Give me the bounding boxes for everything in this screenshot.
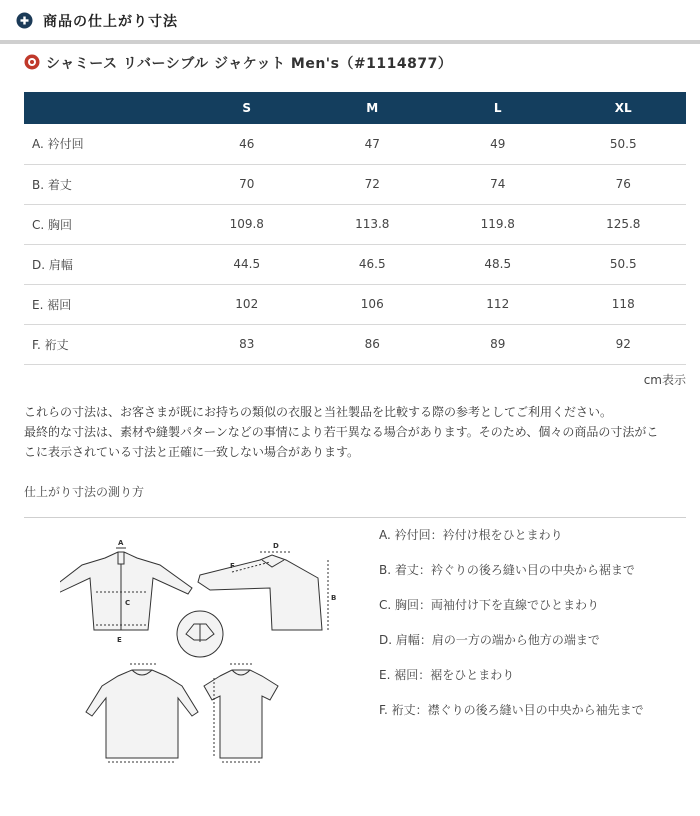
size-notes [24, 402, 690, 462]
cell-value: 47 [310, 124, 436, 164]
legend-item: F. 裄丈：襟ぐりの後ろ縫い目の中央から袖先まで [379, 703, 644, 717]
cell-value: 86 [310, 324, 436, 364]
diagram-label-b: B [331, 594, 337, 602]
diagram-label-f: F [230, 562, 235, 570]
cell-value: 109.8 [184, 204, 310, 244]
cell-value: 44.5 [184, 244, 310, 284]
diagram-label-a: A [118, 539, 124, 547]
section-title: 商品の仕上がり寸法 [43, 14, 178, 30]
cell-value: 74 [435, 164, 561, 204]
section-header [0, 0, 700, 44]
jacket-back-drawing [198, 552, 328, 630]
note-line: これらの寸法は、お客さまが既にお持ちの類似の衣服と当社製品を比較する際の参考としてご利用ください。 [24, 405, 613, 419]
header-size-l: L [435, 92, 561, 124]
cell-value: 118 [561, 284, 687, 324]
unit-note: cm表示 [643, 373, 686, 387]
header-size-m: M [310, 92, 436, 124]
header-size-xl: XL [561, 92, 687, 124]
table-row [24, 324, 686, 364]
legend-item: B. 着丈：衿ぐりの後ろ縫い目の中央から裾まで [379, 563, 635, 577]
size-table-header [24, 92, 686, 124]
sweatshirt-drawing [86, 664, 198, 762]
diagram-label-e: E [117, 636, 122, 644]
cell-value: 70 [184, 164, 310, 204]
cell-value: 113.8 [310, 204, 436, 244]
cell-value: 76 [561, 164, 687, 204]
cell-value: 72 [310, 164, 436, 204]
row-label: D. 肩幅 [24, 244, 184, 284]
target-circle-icon [24, 54, 40, 70]
cell-value: 49 [435, 124, 561, 164]
row-label: F. 裄丈 [24, 324, 184, 364]
cell-value: 112 [435, 284, 561, 324]
cell-value: 83 [184, 324, 310, 364]
cell-value: 125.8 [561, 204, 687, 244]
plus-circle-icon [16, 12, 33, 29]
measurement-legend [379, 525, 689, 735]
jacket-front-drawing [60, 548, 192, 630]
cell-value: 50.5 [561, 244, 687, 284]
collar-detail-drawing [177, 611, 223, 657]
cell-value: 102 [184, 284, 310, 324]
cell-value: 106 [310, 284, 436, 324]
legend-item: C. 胸回：両袖付け下を直線でひとまわり [379, 598, 600, 612]
row-label: E. 裾回 [24, 284, 184, 324]
measurement-diagram [60, 530, 350, 770]
cell-value: 119.8 [435, 204, 561, 244]
legend-item: D. 肩幅：肩の一方の端から他方の端まで [379, 633, 600, 647]
row-label: A. 衿付回 [24, 124, 184, 164]
row-label: B. 着丈 [24, 164, 184, 204]
legend-item: A. 衿付回：衿付け根をひとまわり [379, 528, 563, 542]
table-row [24, 284, 686, 324]
cell-value: 50.5 [561, 124, 687, 164]
size-table [24, 92, 686, 365]
cell-value: 89 [435, 324, 561, 364]
cell-value: 48.5 [435, 244, 561, 284]
row-label: C. 胸回 [24, 204, 184, 244]
product-title: シャミース リバーシブル ジャケット Men's（#1114877） [46, 56, 453, 72]
legend-item: E. 裾回：裾をひとまわり [379, 668, 515, 682]
table-row [24, 124, 686, 164]
note-line: こに表示されている寸法と正確に一致しない場合があります。 [24, 445, 360, 459]
cell-value: 92 [561, 324, 687, 364]
diagram-label-d: D [273, 542, 279, 550]
cell-value: 46 [184, 124, 310, 164]
table-row [24, 244, 686, 284]
diagram-label-c: C [125, 599, 131, 607]
howto-title: 仕上がり寸法の測り方 [24, 485, 145, 499]
note-line: 最終的な寸法は、素材や縫製パターンなどの事情により若干異なる場合があります。そのため、個々の商品の寸法がこ [24, 425, 659, 439]
header-size-s: S [184, 92, 310, 124]
cell-value: 46.5 [310, 244, 436, 284]
header-empty [24, 92, 184, 124]
table-row [24, 164, 686, 204]
divider [24, 517, 686, 518]
tshirt-drawing [204, 664, 278, 762]
table-row [24, 204, 686, 244]
